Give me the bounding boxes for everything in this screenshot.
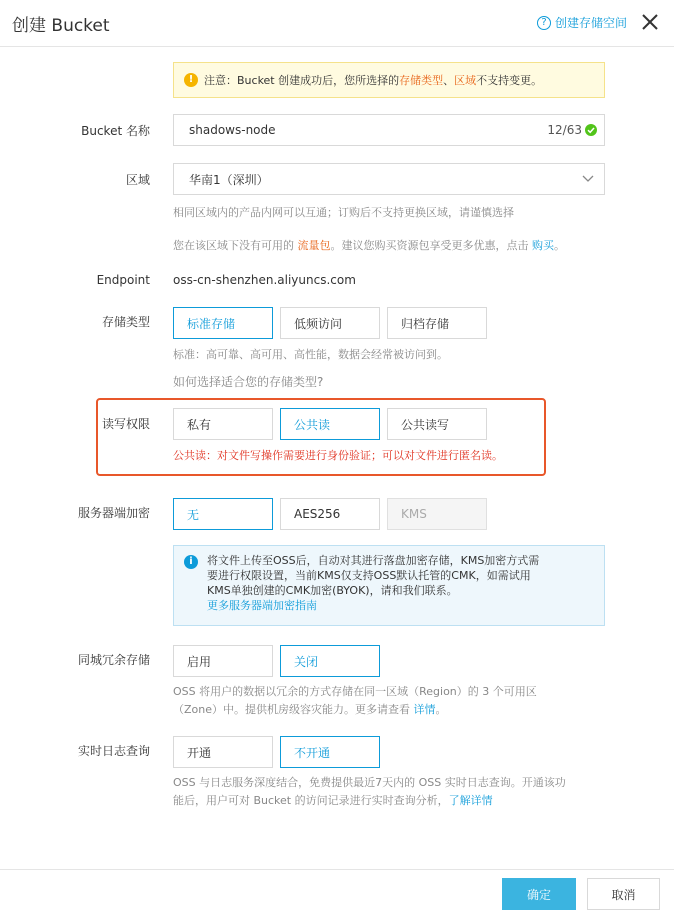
- zone-redundancy-disable[interactable]: 关闭: [280, 645, 380, 677]
- region-hint2-prefix: 您在该区域下没有可用的: [173, 239, 294, 252]
- region-hint2-mid: 。建议您购买资源包享受更多优惠，点击: [330, 239, 529, 252]
- bucket-name-input[interactable]: [173, 114, 605, 146]
- encryption-label: 服务器端加密: [77, 506, 150, 520]
- bucket-name-counter: 12/63: [547, 123, 582, 137]
- zone-details-link[interactable]: 详情: [413, 703, 436, 716]
- acl-warning: 公共读：对文件写操作需要进行身份验证；可以对文件进行匿名读。: [173, 449, 503, 462]
- acl-public-read[interactable]: 公共读: [280, 408, 380, 440]
- realtime-log-hint-line2: [173, 791, 493, 811]
- zone-redundancy-enable[interactable]: 启用: [173, 645, 273, 677]
- warning-icon: !: [184, 73, 198, 87]
- realtime-log-disable[interactable]: 不开通: [280, 736, 380, 768]
- help-link-label: 创建存储空间: [555, 16, 628, 30]
- cancel-button[interactable]: 取消: [587, 878, 660, 910]
- encryption-aes256[interactable]: AES256: [280, 498, 380, 530]
- realtime-log-hint-prefix: 能后，用户可对 Bucket 的访问记录进行实时查询分析，: [173, 794, 449, 807]
- notice-suffix: 不支持变更。: [476, 74, 543, 87]
- encryption-guide-link[interactable]: 更多服务器端加密指南: [207, 599, 317, 612]
- zone-hint-prefix: （Zone）中。提供机房级容灾能力。更多请查看: [173, 703, 411, 716]
- bucket-name-value: shadows-node: [189, 123, 276, 137]
- notice-banner: [173, 62, 605, 98]
- endpoint-label: Endpoint: [96, 273, 150, 287]
- notice-link-region[interactable]: 区域: [454, 74, 477, 87]
- confirm-button[interactable]: 确定: [502, 878, 576, 910]
- encryption-info-line3: KMS单独创建的CMK加密(BYOK)，请和我们联系。: [207, 584, 458, 597]
- encryption-info-line2: 要进行权限设置，当前KMS仅支持OSS默认托管的CMK，如需试用: [207, 569, 531, 582]
- notice-sep: 、: [443, 74, 455, 87]
- chevron-down-icon: [582, 175, 594, 183]
- bucket-name-label: Bucket 名称: [81, 124, 150, 138]
- notice-prefix: 注意：Bucket 创建成功后，您所选择的: [204, 74, 400, 87]
- endpoint-value: oss-cn-shenzhen.aliyuncs.com: [173, 273, 356, 287]
- dialog-header: [0, 0, 674, 47]
- encryption-info-line1: 将文件上传至OSS后，自动对其进行落盘加密存储，KMS加密方式需: [207, 554, 540, 567]
- storage-class-standard[interactable]: 标准存储: [173, 307, 273, 339]
- zone-hint-suffix: 。: [435, 703, 447, 716]
- acl-label: 读写权限: [101, 417, 150, 431]
- region-hint: 相同区域内的产品内网可以互通；订购后不支持更换区域，请谨慎选择: [173, 206, 514, 219]
- region-package-hint: [173, 236, 565, 256]
- question-circle-icon: ?: [537, 16, 551, 30]
- realtime-log-enable[interactable]: 开通: [173, 736, 273, 768]
- storage-class-help-link[interactable]: 如何选择适合您的存储类型?: [173, 375, 324, 389]
- realtime-log-label: 实时日志查询: [77, 744, 150, 758]
- help-link[interactable]: [537, 14, 627, 31]
- region-select[interactable]: [173, 163, 605, 195]
- purchase-link[interactable]: 购买: [532, 239, 554, 252]
- encryption-info-box: [173, 545, 605, 626]
- region-value: 华南1（深圳）: [189, 172, 269, 187]
- traffic-package-link[interactable]: 流量包: [297, 239, 331, 252]
- region-label: 区域: [125, 173, 150, 187]
- zone-redundancy-hint-line1: OSS 将用户的数据以冗余的方式存储在同一区域（Region）的 3 个可用区: [173, 685, 537, 698]
- info-icon: i: [184, 555, 198, 569]
- zone-redundancy-label: 同城冗余存储: [77, 653, 150, 667]
- acl-public-read-write[interactable]: 公共读写: [387, 408, 487, 440]
- storage-class-ia[interactable]: 低频访问: [280, 307, 380, 339]
- check-circle-icon: [585, 124, 597, 136]
- storage-class-label: 存储类型: [101, 315, 150, 329]
- zone-redundancy-hint-line2: [173, 700, 447, 720]
- storage-class-hint: 标准：高可靠、高可用、高性能，数据会经常被访问到。: [173, 348, 448, 361]
- realtime-log-learn-more-link[interactable]: 了解详情: [448, 794, 493, 807]
- storage-class-archive[interactable]: 归档存储: [387, 307, 487, 339]
- acl-private[interactable]: 私有: [173, 408, 273, 440]
- dialog-title: 创建 Bucket: [12, 16, 110, 36]
- encryption-kms: KMS: [387, 498, 487, 530]
- region-hint2-suffix: 。: [554, 239, 565, 252]
- close-icon[interactable]: [640, 12, 660, 32]
- notice-link-storage-class[interactable]: 存储类型: [399, 74, 444, 87]
- encryption-none[interactable]: 无: [173, 498, 273, 530]
- realtime-log-hint-line1: OSS 与日志服务深度结合，免费提供最近7天内的 OSS 实时日志查询。开通该功: [173, 776, 566, 789]
